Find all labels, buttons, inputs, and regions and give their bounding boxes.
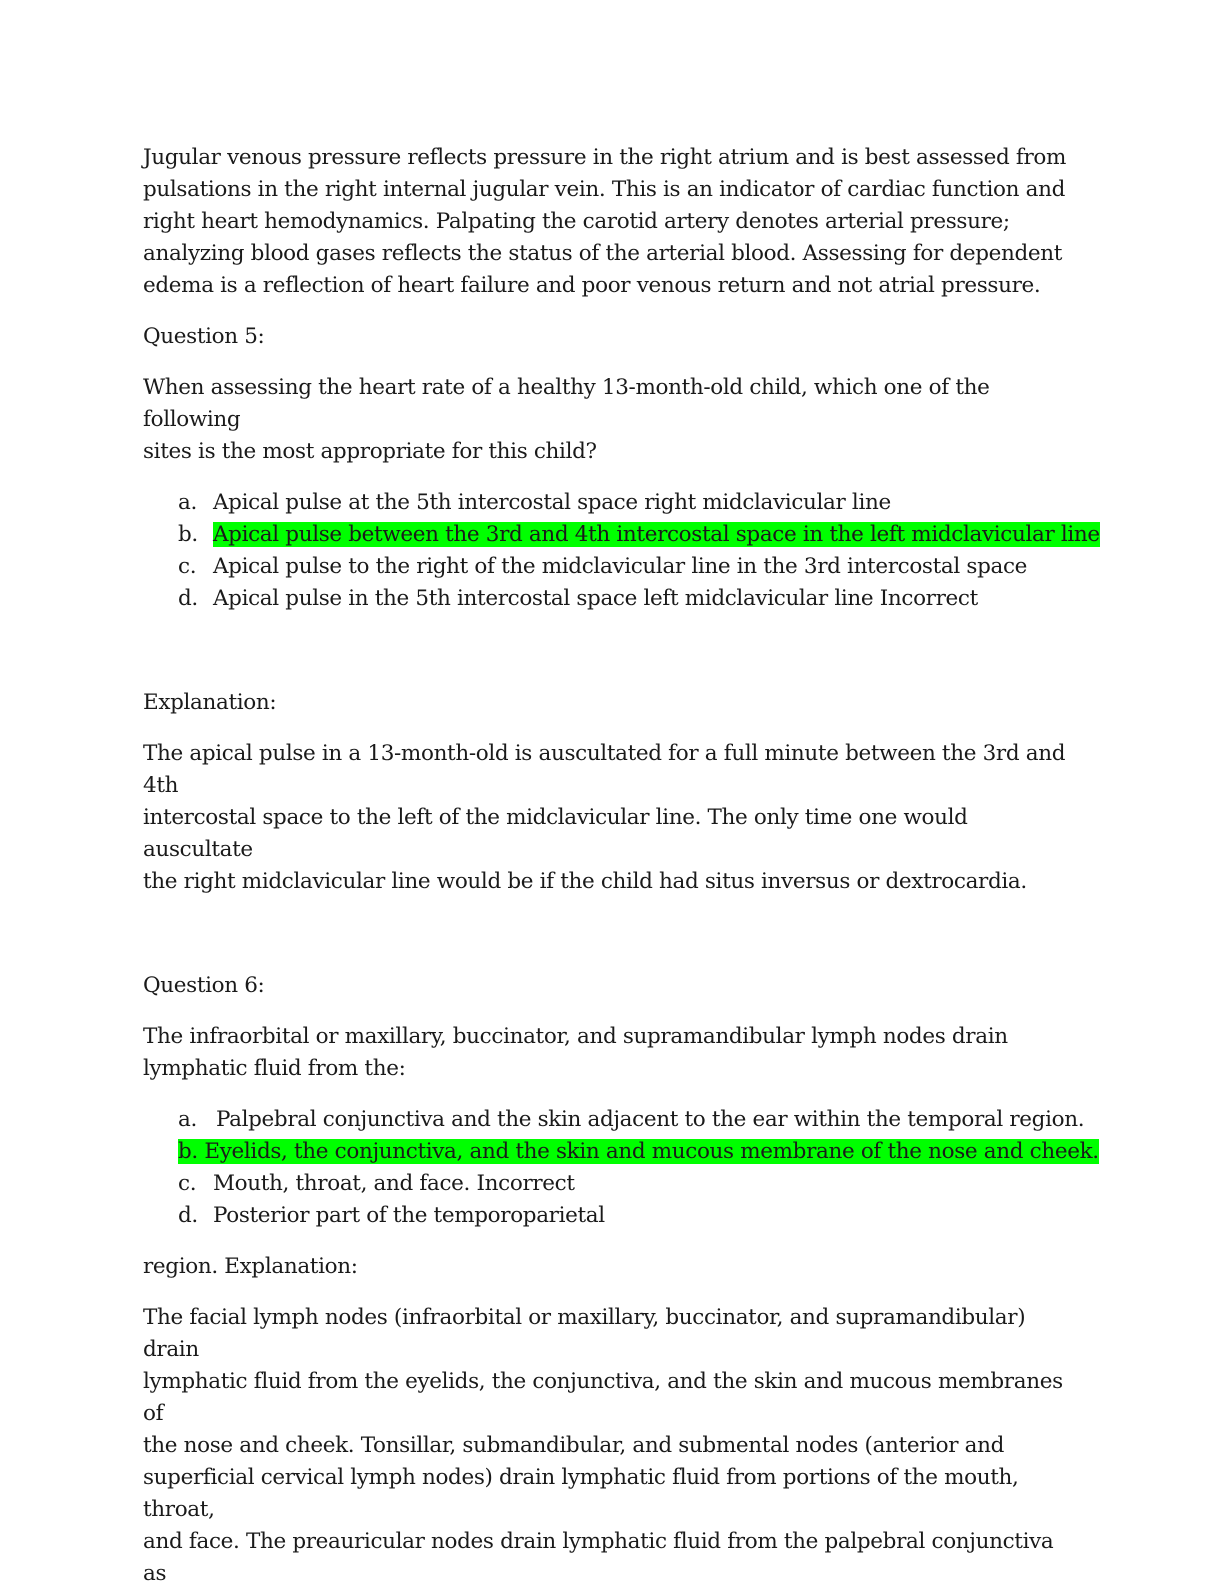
text-line: right heart hemodynamics. Palpating the carotid artery denotes arterial pressure; (143, 209, 1010, 234)
text-line: pulsations in the right internal jugular vein. This is an indicator of cardiac function and (143, 177, 1065, 202)
text-line: edema is a reflection of heart failure and poor venous return and not atrial pressure. (143, 273, 1041, 298)
question-6-text (143, 1021, 1073, 1085)
explanation-label: Explanation: (143, 690, 277, 715)
text-line: the right midclavicular line would be if the child had situs inversus or dextrocardia. (143, 869, 1027, 894)
option-letter: d. (178, 1203, 198, 1228)
option-letter: c. (178, 1171, 197, 1196)
text-line: and face. The preauricular nodes drain lymphatic fluid from the palpebral conjunctiva as (143, 1529, 1054, 1586)
text-line: Jugular venous pressure reflects pressure in the right atrium and is best assessed from (143, 145, 1067, 170)
question-5-text (143, 372, 1073, 468)
text-line: The facial lymph nodes (infraorbital or maxillary, buccinator, and supramandibular) drain (143, 1305, 1026, 1362)
option-letter: d. (178, 586, 198, 611)
option-text: Apical pulse to the right of the midclavicular line in the 3rd intercostal space (213, 554, 1028, 579)
option-letter: c. (178, 554, 197, 579)
question-6-explanation (143, 1302, 1073, 1590)
text-line: The apical pulse in a 13-month-old is auscultated for a full minute between the 3rd and 4th (143, 741, 1066, 798)
option-letter: b. (178, 522, 198, 547)
question-5-label: Question 5: (143, 324, 265, 349)
text-line: When assessing the heart rate of a healthy 13-month-old child, which one of the following (143, 375, 990, 432)
explanation-label: region. Explanation: (143, 1254, 358, 1279)
text-line: sites is the most appropriate for this child? (143, 439, 597, 464)
answer-option-b (143, 519, 1100, 551)
option-letter: a. (178, 490, 197, 515)
answer-option-a (143, 1104, 1085, 1136)
text-line: analyzing blood gases reflects the status of the arterial blood. Assessing for dependent (143, 241, 1063, 266)
answer-option-c (143, 1168, 1073, 1200)
option-letter: a. (178, 1107, 197, 1132)
answer-option-d (143, 583, 1073, 615)
answer-option-d (143, 1200, 1073, 1232)
text-line: intercostal space to the left of the midclavicular line. The only time one would auscultate (143, 805, 968, 862)
question-6-options (143, 1104, 1099, 1232)
answer-option-b (143, 1136, 1099, 1168)
option-text: Mouth, throat, and face. Incorrect (213, 1171, 575, 1196)
question-5-options (143, 487, 1100, 615)
highlighted-correct-answer: Apical pulse between the 3rd and 4th intercostal space in the left midclavicular line (213, 522, 1100, 547)
highlighted-correct-answer: b. Eyelids, the conjunctiva, and the skin and mucous membrane of the nose and cheek. (178, 1139, 1099, 1164)
answer-option-a (143, 487, 1073, 519)
text-line: lymphatic fluid from the: (143, 1056, 406, 1081)
text-line: The infraorbital or maxillary, buccinator, and supramandibular lymph nodes drain (143, 1024, 1008, 1049)
intro-paragraph (143, 142, 1073, 302)
option-text: Apical pulse at the 5th intercostal space right midclavicular line (213, 490, 891, 515)
question-5-explanation (143, 738, 1073, 898)
option-text: Palpebral conjunctiva and the skin adjacent to the ear within the temporal region. (216, 1107, 1085, 1132)
option-text: Posterior part of the temporoparietal (213, 1203, 605, 1228)
text-line: superficial cervical lymph nodes) drain lymphatic fluid from portions of the mouth, throat, (143, 1465, 1019, 1522)
text-line: lymphatic fluid from the eyelids, the conjunctiva, and the skin and mucous membranes of (143, 1369, 1063, 1426)
text-line: the nose and cheek. Tonsillar, submandibular, and submental nodes (anterior and (143, 1433, 1005, 1458)
option-text: Apical pulse in the 5th intercostal space left midclavicular line Incorrect (213, 586, 978, 611)
question-6-label: Question 6: (143, 973, 265, 998)
document-page (143, 142, 1100, 1590)
answer-option-c (143, 551, 1073, 583)
